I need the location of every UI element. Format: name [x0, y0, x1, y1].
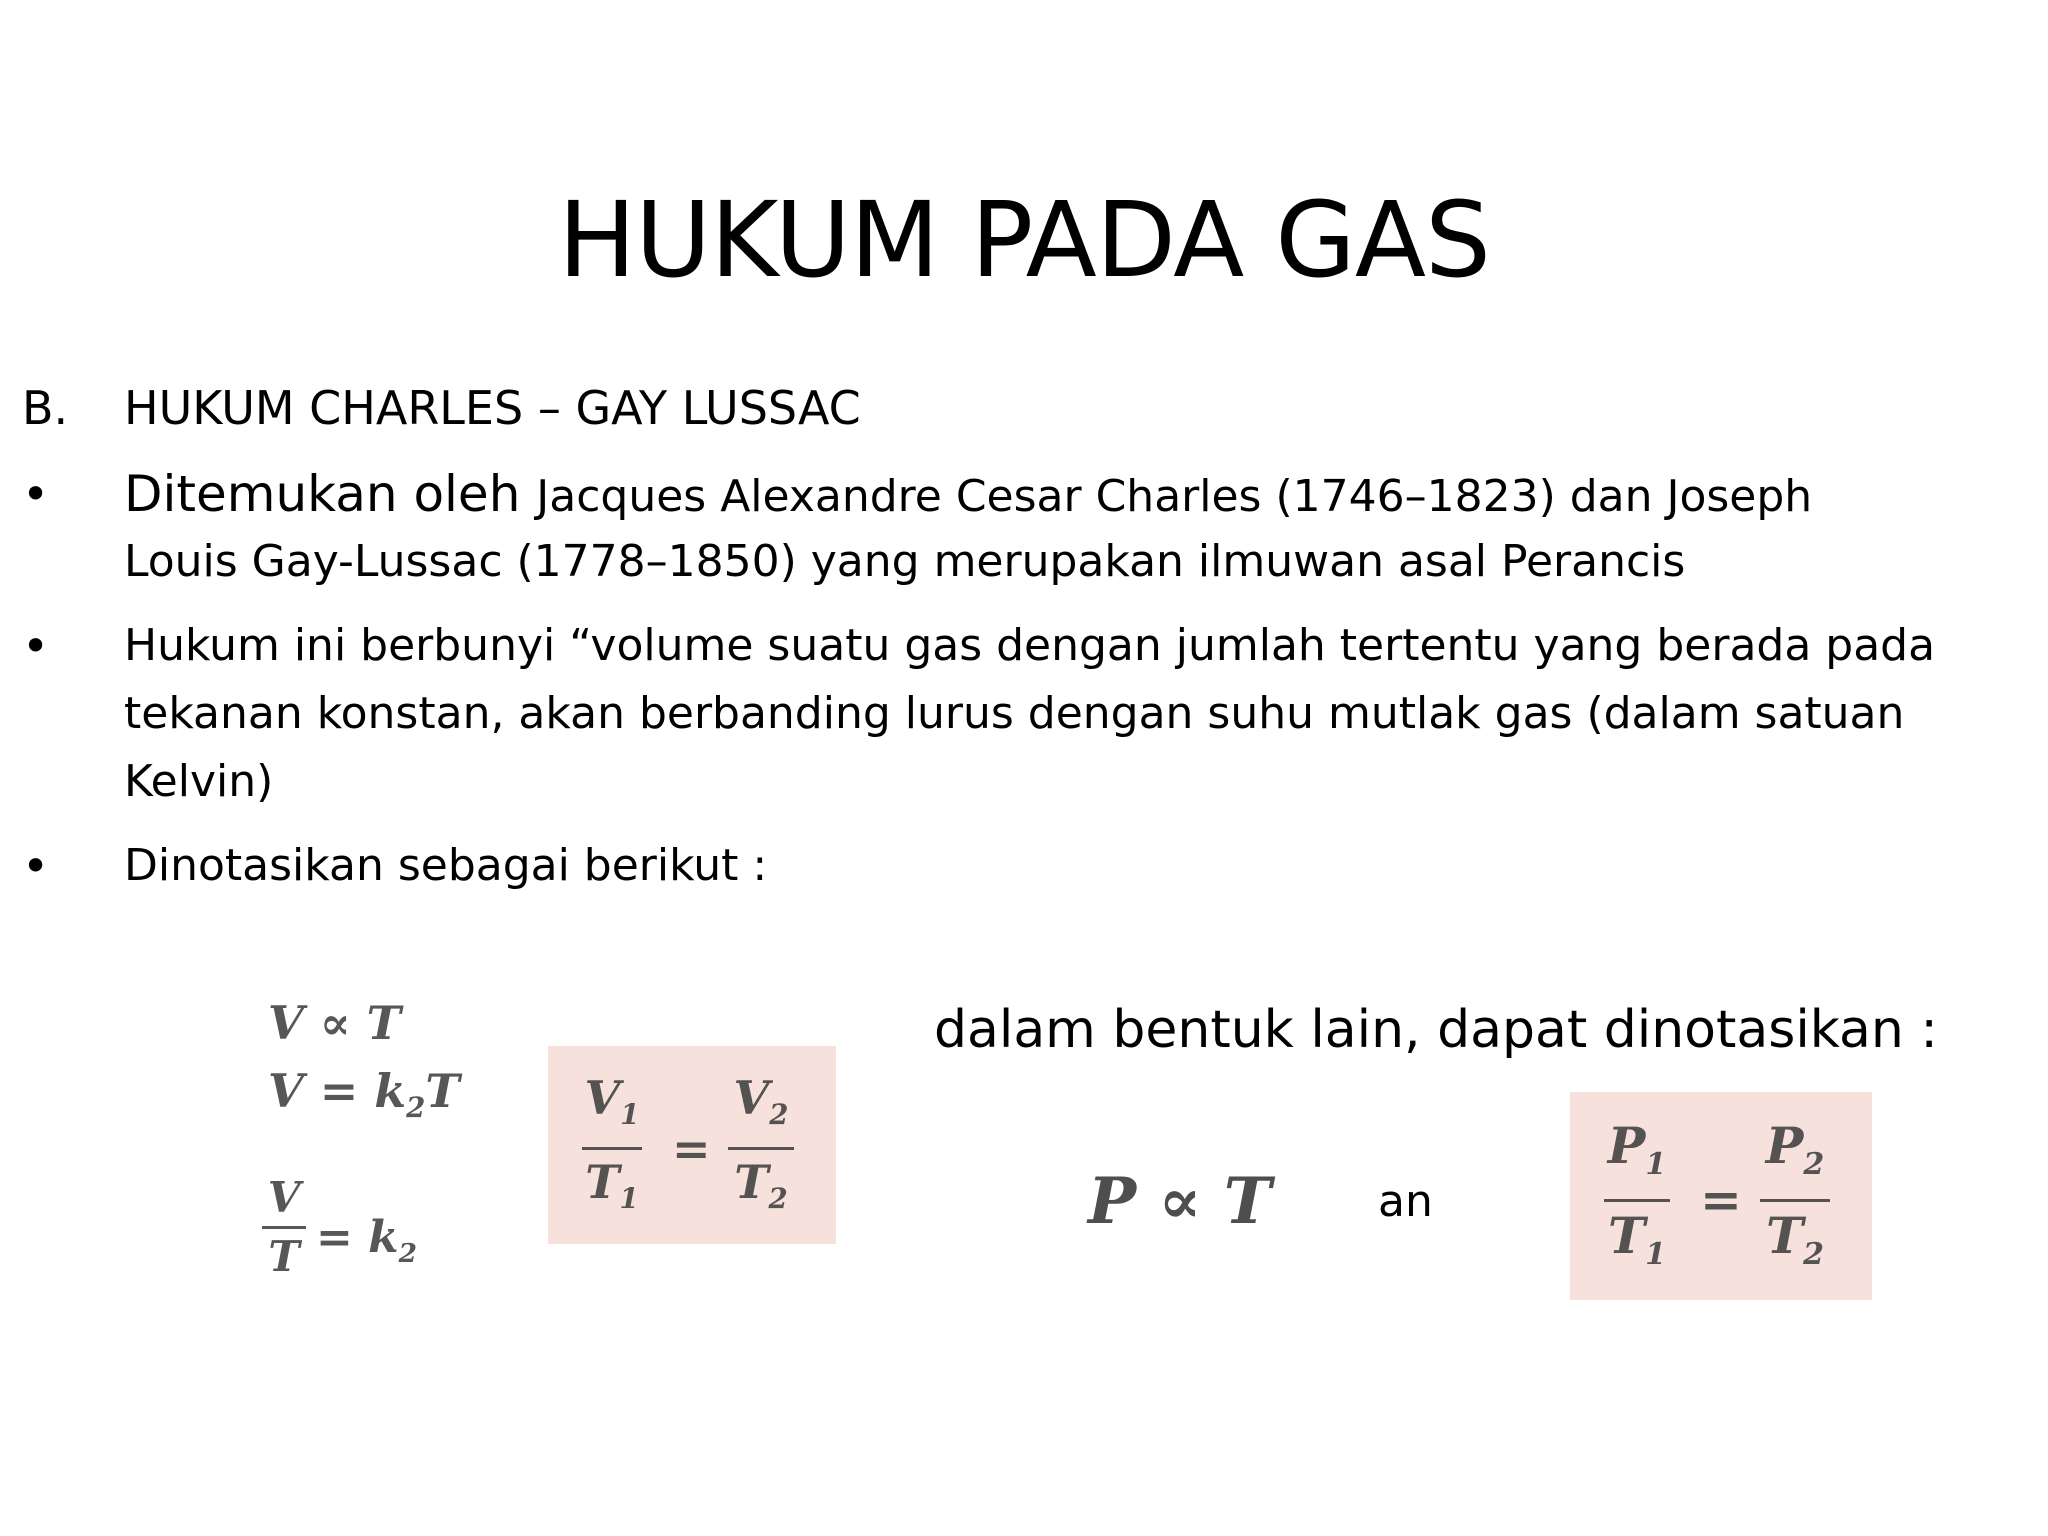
equals-sign: = — [1700, 1170, 1742, 1229]
bullet-1-lead: Ditemukan oleh — [124, 465, 537, 523]
fraction-p1-t1: $P_1$ $T_1$ — [1604, 1118, 1670, 1283]
bullet-marker: • — [22, 839, 50, 893]
fraction-p2-t2: $P_2$ $T_2$ — [1760, 1118, 1830, 1283]
bullet-1-line-1 — [124, 460, 2024, 531]
bullet-3: Dinotasikan sebagai berikut : — [124, 840, 768, 891]
partial-word: an — [1378, 1176, 1433, 1227]
section-heading: HUKUM CHARLES – GAY LUSSAC — [124, 381, 861, 435]
bullet-2-line-3: Kelvin) — [124, 756, 274, 807]
fraction-v2-t2: $V_2$ $T_2$ — [728, 1072, 794, 1225]
bullet-2-line-1: Hukum ini berbunyi “volume suatu gas dengan jumlah tertentu yang berada pada — [124, 620, 1936, 671]
slide-title: HUKUM PADA GAS — [557, 179, 1491, 301]
formula-box-volume-temperature — [548, 1046, 836, 1244]
fraction-v1-t1: $V_1$ $T_1$ — [582, 1072, 642, 1225]
formula-v-over-t: V T — [262, 1176, 306, 1279]
formula-box-pressure-temperature — [1570, 1092, 1872, 1300]
bullet-2-line-2: tekanan konstan, akan berbanding lurus dengan suhu mutlak gas (dalam satuan — [124, 688, 1905, 739]
formula-equals-k2: = $k_2$ — [316, 1212, 418, 1269]
bullet-marker: • — [22, 467, 50, 521]
formula-v-prop-t: V ∝ T — [268, 996, 401, 1050]
bullet-1-rest: Jacques Alexandre Cesar Charles (1746–1823) dan Joseph — [536, 471, 1813, 522]
bullet-1-line-2: Louis Gay-Lussac (1778–1850) yang merupakan ilmuwan asal Perancis — [124, 536, 1686, 587]
formula-p-prop-t: P ∝ T — [1088, 1164, 1272, 1239]
bullet-marker: • — [22, 619, 50, 673]
equals-sign: = — [672, 1122, 711, 1176]
formula-v-equals-k2t: $V = k_2T$ — [268, 1064, 460, 1125]
alt-notation-text: dalam bentuk lain, dapat dinotasikan : — [934, 1000, 1938, 1060]
section-marker: B. — [22, 381, 69, 435]
